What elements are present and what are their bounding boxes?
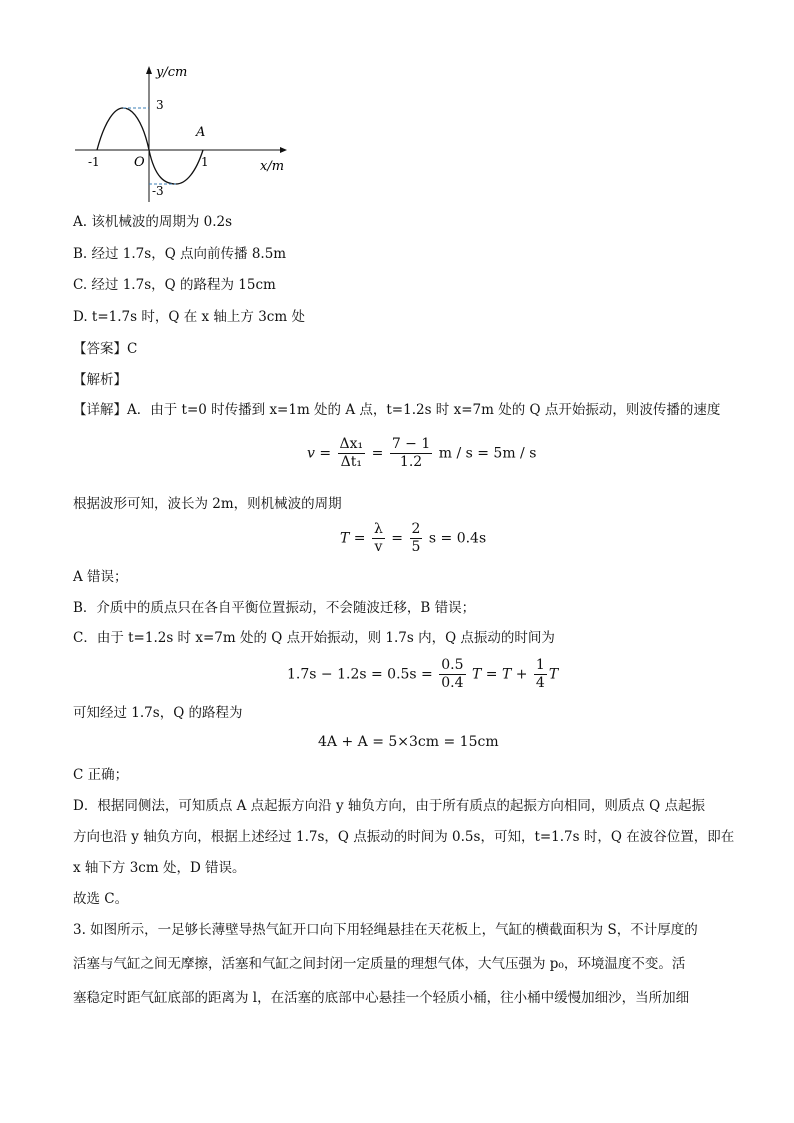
eq3-mid: T = T + bbox=[471, 666, 528, 683]
c-line: C．由于 t=1.2s 时 x=7m 处的 Q 点开始振动，则 1.7s 内，Q 点振动的时间为 bbox=[73, 630, 555, 646]
eq3-frac2: $\frac{1}{4}$ bbox=[535, 657, 545, 691]
eq1-frac1: $\frac{\text{Δx₁}}{\text{Δt₁}}$ bbox=[339, 436, 364, 470]
label-neg1: -1 bbox=[88, 155, 100, 169]
path-line: 可知经过 1.7s，Q 的路程为 bbox=[73, 705, 243, 721]
detail-line-1: 【详解】A．由于 t=0 时传播到 x=1m 处的 A 点，t=1.2s 时 x=7m 处的 Q 点开始振动，则波传播的速度 bbox=[73, 402, 721, 418]
eq1-frac2: $\frac{7 - 1}{1.2}$ bbox=[391, 436, 431, 470]
label-3: 3 bbox=[156, 98, 164, 112]
analysis-tag: 【解析】 bbox=[73, 372, 127, 388]
answer-tag: 【答案】C bbox=[73, 341, 138, 357]
eq2-tail: s = 0.4s bbox=[428, 530, 487, 547]
eq2-lhs: T = bbox=[340, 530, 366, 547]
a-wrong: A 错误； bbox=[73, 569, 128, 585]
d-line-1: D．根据同侧法，可知质点 A 点起振方向沿 y 轴负方向，由于所有质点的起振方向相同，则质点 Q 点起振 bbox=[73, 798, 706, 814]
equation-time bbox=[287, 657, 558, 692]
choose-line: 故选 C。 bbox=[73, 891, 129, 907]
eq1-lhs: v = bbox=[307, 445, 332, 462]
d-line-2: 方向也沿 y 轴负方向，根据上述经过 1.7s，Q 点振动的时间为 0.5s，可知，t=1.7s 时，Q 在波谷位置，即在 bbox=[73, 829, 735, 845]
x-axis-arrow bbox=[280, 147, 287, 153]
equation-period: T = $\frac{\lambda}{v}$ = $\frac{2}{5}$ s = 0.4s bbox=[340, 521, 487, 555]
label-neg3: -3 bbox=[152, 184, 164, 198]
c-right: C 正确； bbox=[73, 767, 129, 783]
eq3-lhs: 1.7s − 1.2s = 0.5s = bbox=[287, 666, 433, 683]
wavelength-line: 根据波形可知，波长为 2m，则机械波的周期 bbox=[73, 496, 342, 512]
label-point-a: A bbox=[196, 125, 206, 140]
wave-curve bbox=[97, 108, 206, 184]
q3-line-2: 活塞与气缸之间无摩擦，活塞和气缸之间封闭一定质量的理想气体，大气压强为 p₀，环境温度不变。活 bbox=[73, 956, 686, 972]
q3-line-3: 塞稳定时距气缸底部的距离为 l，在活塞的底部中心悬挂一个轻质小桶，往小桶中缓慢加细沙，当所加细 bbox=[73, 990, 690, 1006]
eq1-tail: m / s = 5m / s bbox=[438, 445, 537, 462]
eq2-frac2: $\frac{2}{5}$ bbox=[411, 521, 421, 555]
eq3-frac1: $\frac{0.5}{0.4}$ bbox=[441, 657, 464, 691]
label-1: 1 bbox=[201, 155, 209, 169]
eq2-frac1: $\frac{\lambda}{v}$ bbox=[373, 521, 383, 555]
y-axis-arrow bbox=[146, 66, 152, 74]
eq3-tail: T bbox=[548, 666, 559, 683]
x-axis-label: x/m bbox=[260, 159, 285, 174]
y-axis-label: y/cm bbox=[156, 65, 188, 80]
option-d: D. t=1.7s 时，Q 在 x 轴上方 3cm 处 bbox=[73, 309, 305, 325]
option-a: A. 该机械波的周期为 0.2s bbox=[73, 214, 233, 230]
option-c: C. 经过 1.7s，Q 的路程为 15cm bbox=[73, 277, 276, 293]
equation-path: 4A + A = 5×3cm = 15cm bbox=[318, 734, 499, 750]
b-line: B．介质中的质点只在各自平衡位置振动，不会随波迁移，B 错误； bbox=[73, 600, 476, 616]
q3-line-1: 3. 如图所示，一足够长薄壁导热气缸开口向下用轻绳悬挂在天花板上，气缸的横截面积为 S，不计厚度的 bbox=[73, 922, 698, 938]
label-origin: O bbox=[134, 155, 145, 170]
wave-graph bbox=[70, 62, 310, 207]
option-b: B. 经过 1.7s，Q 点向前传播 8.5m bbox=[73, 246, 287, 262]
d-line-3: x 轴下方 3cm 处，D 错误。 bbox=[73, 860, 246, 876]
equation-velocity: v = $\frac{\text{Δx₁}}{\text{Δt₁}}$ = $\frac{7 - 1}{1.2}$ m / s = 5m / s bbox=[307, 436, 537, 470]
